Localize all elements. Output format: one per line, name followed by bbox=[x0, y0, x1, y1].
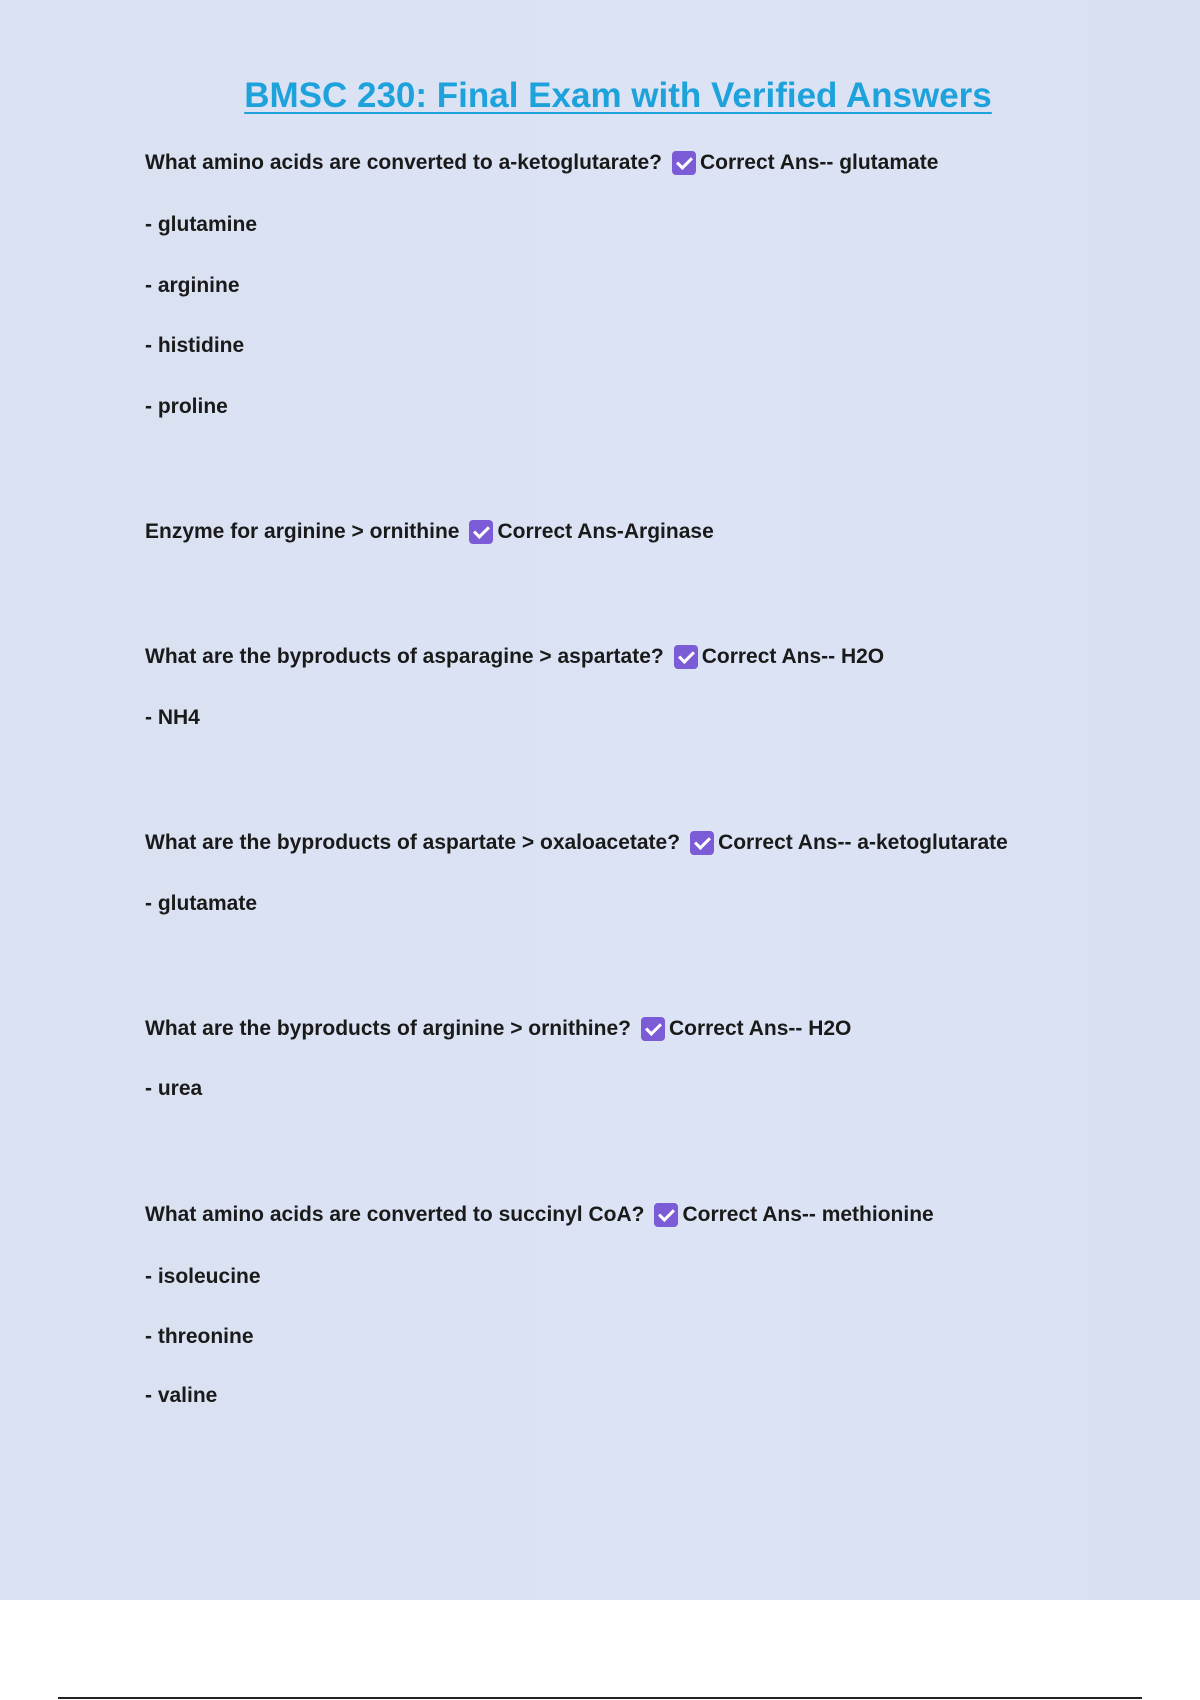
answer-item: - urea bbox=[145, 1077, 203, 1100]
answer-text: Correct Ans-Arginase bbox=[497, 520, 714, 543]
answer-text: Correct Ans-- a-ketoglutarate bbox=[718, 831, 1008, 854]
answer-item: - glutamine bbox=[145, 213, 258, 236]
answer-item: - valine bbox=[145, 1384, 218, 1407]
answer-item: - NH4 bbox=[145, 706, 200, 729]
question-line bbox=[145, 1016, 851, 1042]
question-text: Enzyme for arginine > ornithine bbox=[145, 520, 460, 543]
checkbox-checked-icon bbox=[674, 645, 698, 669]
answer-item: - isoleucine bbox=[145, 1265, 261, 1288]
checkbox-checked-icon bbox=[672, 151, 696, 175]
question-text: What amino acids are converted to succinyl CoA? bbox=[145, 1203, 645, 1226]
answer-text: Correct Ans-- H2O bbox=[668, 1017, 852, 1040]
question-line bbox=[145, 1202, 934, 1228]
answer-item: - proline bbox=[145, 395, 228, 418]
footer-divider bbox=[58, 1697, 1142, 1699]
checkbox-checked-icon bbox=[654, 1203, 678, 1227]
page-title: BMSC 230: Final Exam with Verified Answers bbox=[244, 76, 992, 115]
question-text: What are the byproducts of asparagine > aspartate? bbox=[145, 645, 664, 668]
answer-text: Correct Ans-- methionine bbox=[682, 1203, 934, 1226]
checkbox-checked-icon bbox=[641, 1017, 665, 1041]
question-text: What amino acids are converted to a-ketoglutarate? bbox=[145, 151, 662, 174]
answer-item: - arginine bbox=[145, 274, 240, 297]
answer-text: Correct Ans-- H2O bbox=[701, 645, 885, 668]
answer-text: Correct Ans-- glutamate bbox=[699, 151, 939, 174]
answer-item: - glutamate bbox=[145, 892, 258, 915]
question-line bbox=[145, 644, 884, 670]
question-line bbox=[145, 519, 714, 545]
checkbox-checked-icon bbox=[690, 831, 714, 855]
question-line bbox=[145, 150, 938, 176]
answer-item: - threonine bbox=[145, 1325, 254, 1348]
question-text: What are the byproducts of arginine > ornithine? bbox=[145, 1017, 631, 1040]
question-line bbox=[145, 830, 1008, 856]
checkbox-checked-icon bbox=[469, 520, 493, 544]
question-text: What are the byproducts of aspartate > oxaloacetate? bbox=[145, 831, 681, 854]
answer-item: - histidine bbox=[145, 334, 245, 357]
